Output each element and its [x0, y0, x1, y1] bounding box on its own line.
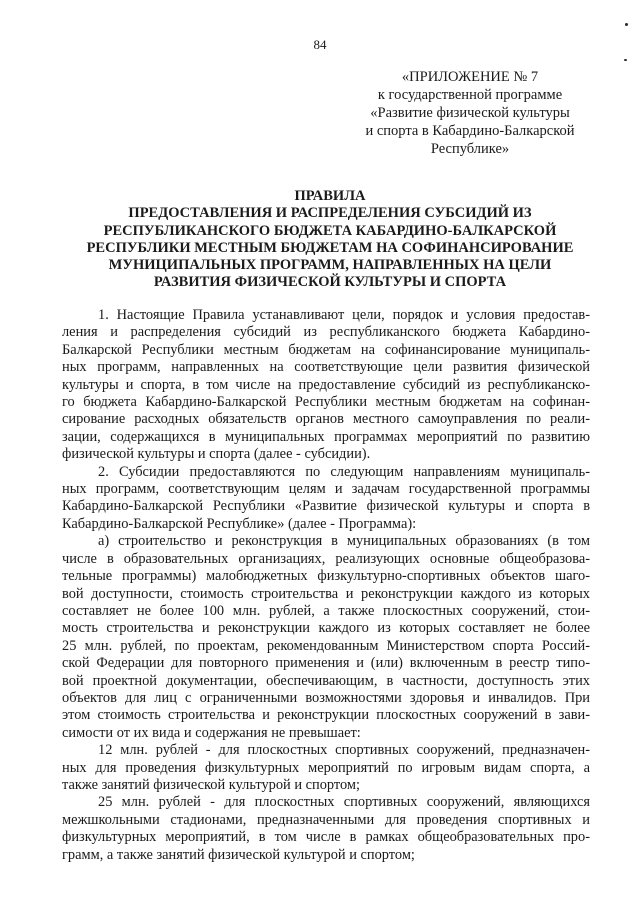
- paragraph: [62, 794, 590, 864]
- paragraph-line: Кабардино-Балкарской Республики «Развитие физической культуры и спорта в: [62, 498, 590, 515]
- paragraph-line: вой доступности, стоимость строительства и реконструкции каждого из которых: [62, 585, 590, 602]
- appendix-line: к государственной программе: [377, 87, 563, 103]
- paragraph-line: физкультурных мероприятий, в том числе в рамках общеобразовательных про-: [62, 829, 590, 846]
- paragraph: [62, 533, 590, 742]
- rules-heading: ПРАВИЛА: [294, 188, 366, 204]
- rules-title-line: РАЗВИТИЯ ФИЗИЧЕСКОЙ КУЛЬТУРЫ И СПОРТА: [153, 274, 507, 291]
- paragraph-line: 25 млн. рублей - для плоскостных спортивных сооружений, являющихся: [98, 794, 590, 811]
- paragraph-line: 2. Субсидии предоставляются по следующим направлениям муниципаль-: [98, 463, 590, 480]
- paragraph-line: ления и распределения субсидий из республиканского бюджета Кабардино-: [62, 324, 590, 341]
- paragraph-line: Кабардино-Балкарской Республике» (далее - Программа):: [62, 515, 417, 532]
- paragraph-line: объектов для лиц с ограниченными возможностями здоровья и инвалидов. При: [62, 689, 590, 706]
- paragraph-line: а) строительство и реконструкция в муниципальных образованиях (в том: [98, 533, 590, 550]
- appendix-line: «ПРИЛОЖЕНИЕ № 7: [401, 69, 539, 85]
- scan-speck: [625, 23, 628, 26]
- paragraph-line: го бюджета Кабардино-Балкарской Республики местным бюджетам на софинан-: [62, 394, 590, 411]
- paragraph: [62, 307, 590, 464]
- paragraph-line: ской Федерации для повторного применения и (или) включенным в реестр типо-: [62, 655, 590, 672]
- page-number: 84: [313, 37, 327, 52]
- appendix-block: [330, 68, 610, 158]
- paragraph-line: ных программ, соответствующим целям и задачам государственной программы: [62, 481, 590, 498]
- paragraph-line: 25 млн. рублей, по проектам, рекомендованным Министерством спорта Россий-: [62, 637, 590, 654]
- paragraph-line: ных для проведения физкультурных мероприятий по игровым видам спорта, а: [62, 759, 590, 776]
- rules-title-line: МУНИЦИПАЛЬНЫХ ПРОГРАММ, НАПРАВЛЕННЫХ НА ЦЕЛИ: [108, 257, 552, 274]
- appendix-line: Республике»: [430, 141, 510, 157]
- paragraph-line: ных программ, направленных на соответствующие цели развития физической: [62, 359, 590, 376]
- rules-title-line: РЕСПУБЛИКАНСКОГО БЮДЖЕТА КАБАРДИНО-БАЛКАРСКОЙ: [103, 222, 557, 239]
- paragraph-line: этом стоимость строительства и реконструкции плоскостных сооружений в зави-: [62, 707, 590, 724]
- paragraph-line: 12 млн. рублей - для плоскостных спортивных сооружений, предназначен-: [98, 742, 590, 759]
- appendix-line: и спорта в Кабардино-Балкарской: [365, 123, 575, 139]
- paragraph-line: зации, содержащихся в муниципальных программах мероприятий по развитию: [62, 428, 590, 445]
- paragraph-line: сирование расходных обязательств органов местного самоуправления по реали-: [62, 411, 590, 428]
- paragraph-line: числе в образовательных организациях, реализующих основные общеобразова-: [62, 550, 590, 567]
- rules-title-line: ПРЕДОСТАВЛЕНИЯ И РАСПРЕДЕЛЕНИЯ СУБСИДИЙ ИЗ: [128, 205, 532, 222]
- paragraph-line: культуры и спорта, в том числе на предоставление субсидий из республиканско-: [62, 376, 590, 393]
- paragraph-line: вой проектной документации, обеспечивающим, в частности, доступность этих: [62, 672, 590, 689]
- appendix-line: «Развитие физической культуры: [370, 105, 570, 121]
- scan-speck: [624, 59, 627, 61]
- paragraph: [62, 464, 590, 534]
- paragraph-line: составляет не более 100 млн. рублей, а также плоскостных сооружений, стои-: [62, 602, 590, 619]
- paragraph-line: симости от их вида и содержания не превышает:: [62, 724, 361, 741]
- rules-title: [50, 188, 610, 292]
- paragraph-line: Балкарской Республики местным бюджетам на софинансирование муниципаль-: [62, 341, 590, 358]
- paragraph-line: также занятий физической культурой и спортом;: [62, 776, 361, 793]
- paragraph-line: 1. Настоящие Правила устанавливают цели, порядок и условия предостав-: [98, 307, 590, 323]
- paragraph-line: мость строительства и реконструкции каждого из которых составляет не более: [62, 620, 590, 637]
- paragraph: [62, 742, 590, 794]
- paragraph-line: грамм, а также занятий физической культурой и спортом;: [62, 846, 415, 863]
- paragraph-line: физической культуры и спорта (далее - субсидии).: [62, 446, 371, 463]
- paragraph-line: тельные программы) малобюджетных физкультурно-спортивных объектов шаго-: [62, 568, 590, 585]
- rules-title-line: РЕСПУБЛИКИ МЕСТНЫМ БЮДЖЕТАМ НА СОФИНАНСИРОВАНИЕ: [86, 239, 574, 256]
- document-body: [62, 307, 590, 864]
- paragraph-line: межшкольными стадионами, предназначенными для проведения спортивных и: [62, 811, 590, 828]
